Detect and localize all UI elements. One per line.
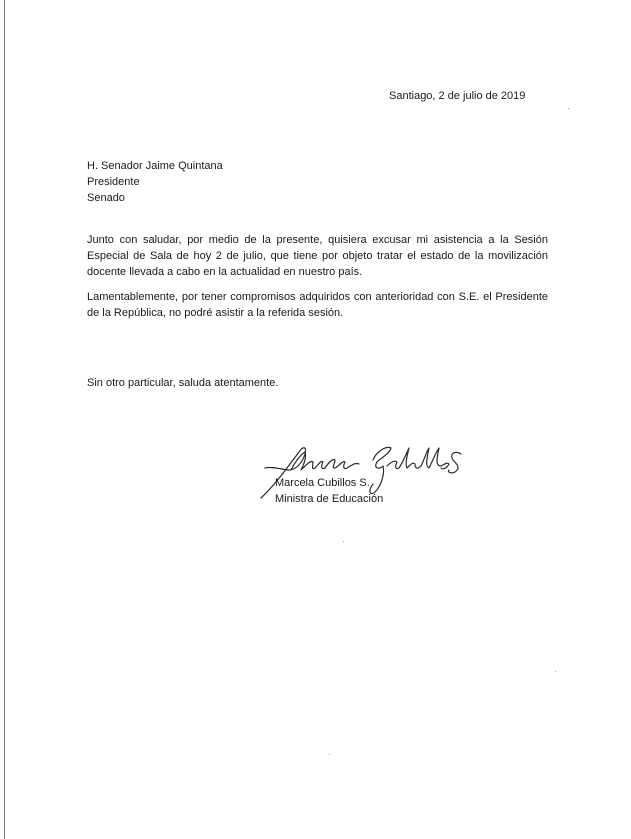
recipient-name: H. Senador Jaime Quintana	[87, 160, 223, 172]
closing-line: Sin otro particular, saluda atentamente.	[87, 377, 279, 389]
scan-speck	[329, 754, 330, 755]
scan-left-edge	[4, 0, 5, 839]
recipient-institution: Senado	[87, 192, 125, 204]
signer-block	[275, 475, 383, 507]
body-paragraph-1: Junto con saludar, por medio de la presente, quisiera excusar mi asistencia a la Sesión Especial de Sala de hoy 2 de julio, que tiene por objeto tratar el estado de la movilización docente llevada a cabo en la actualidad en nuestro país.	[87, 234, 548, 278]
body-paragraph-2: Lamentablemente, por tener compromisos adquiridos con anterioridad con S.E. el Presidente de la República, no podré asistir a la referida sesión.	[87, 291, 548, 319]
recipient-title: Presidente	[87, 176, 140, 188]
recipient-block	[87, 158, 223, 206]
signer-name: Marcela Cubillos S.	[275, 477, 370, 489]
letter-date: Santiago, 2 de julio de 2019	[389, 90, 526, 102]
scan-speck	[568, 108, 569, 109]
scan-speck	[343, 541, 344, 542]
signer-title: Ministra de Educación	[275, 493, 384, 505]
scan-speck	[555, 671, 556, 672]
